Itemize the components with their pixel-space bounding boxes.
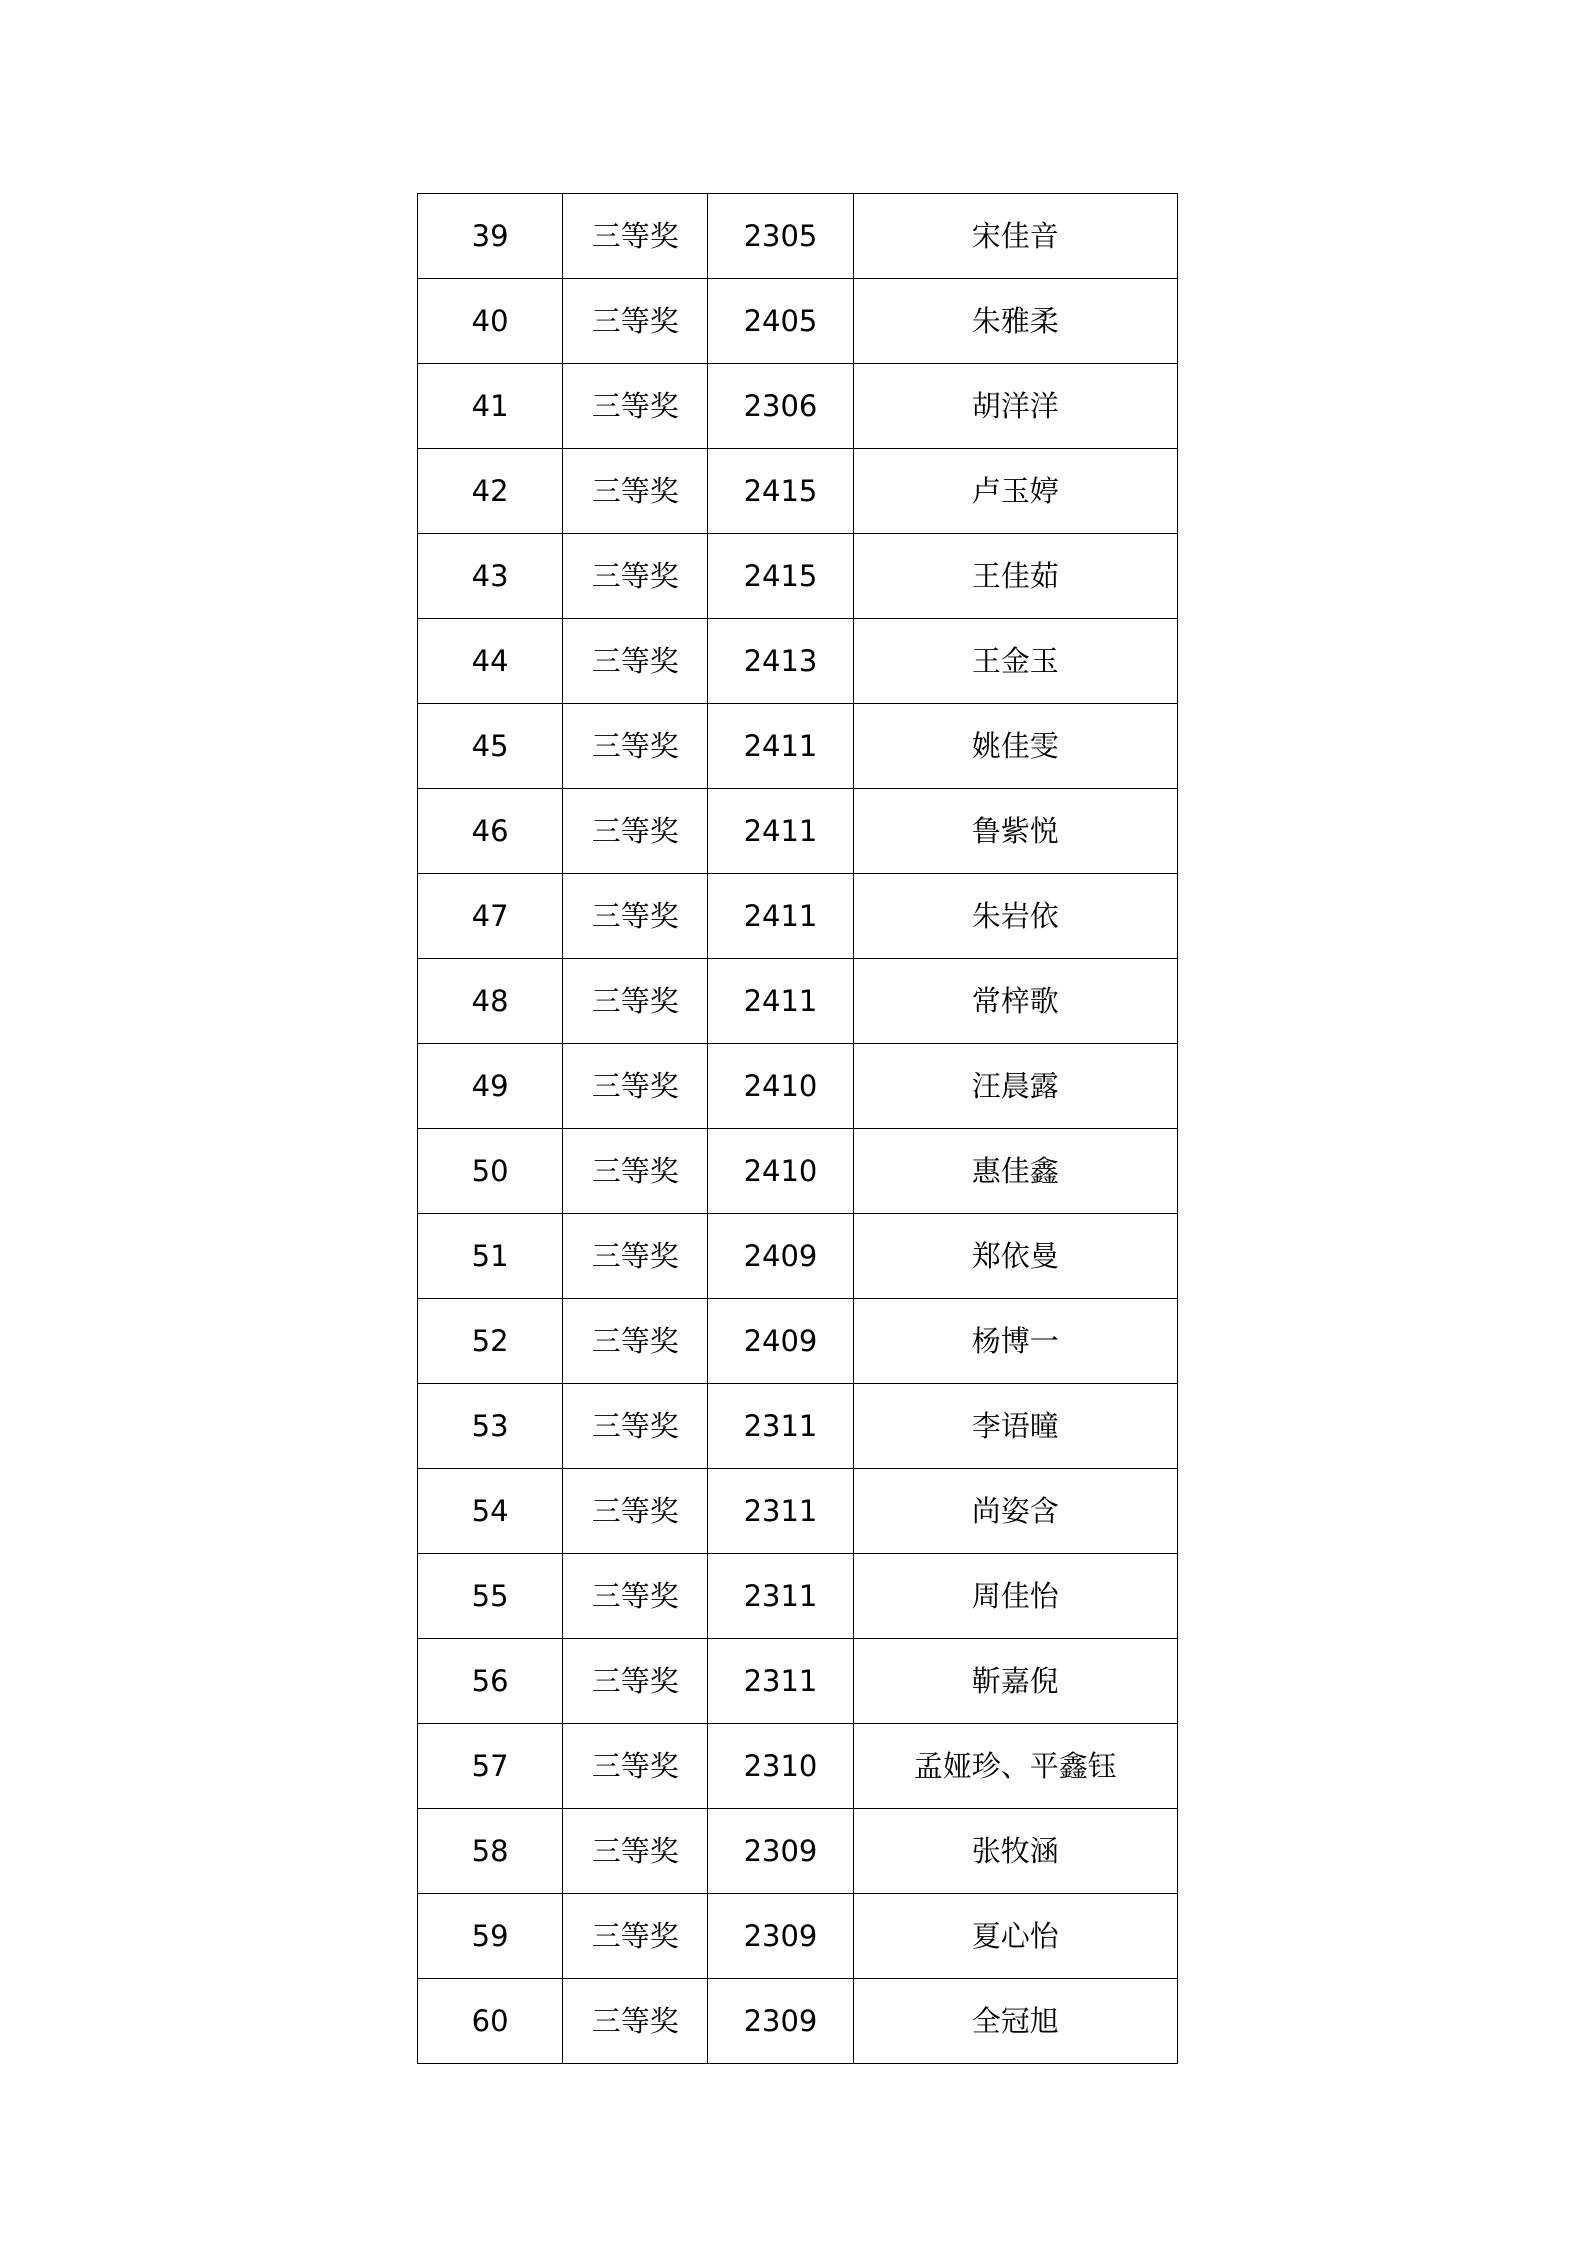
class-cell: 2311: [708, 1469, 853, 1554]
award-level-cell: 三等奖: [563, 874, 708, 959]
student-name-cell: 杨博一: [853, 1299, 1177, 1384]
student-name-cell: 孟娅珍、平鑫钰: [853, 1724, 1177, 1809]
row-number-cell: 59: [418, 1894, 563, 1979]
table-row: [418, 1554, 1178, 1639]
class-cell: 2306: [708, 364, 853, 449]
award-table: [417, 193, 1178, 2064]
class-cell: 2309: [708, 1894, 853, 1979]
student-name-cell: 朱雅柔: [853, 279, 1177, 364]
award-level-cell: 三等奖: [563, 1554, 708, 1639]
award-level-cell: 三等奖: [563, 1469, 708, 1554]
class-cell: 2409: [708, 1214, 853, 1299]
award-level-cell: 三等奖: [563, 1044, 708, 1129]
award-level-cell: 三等奖: [563, 279, 708, 364]
award-level-cell: 三等奖: [563, 364, 708, 449]
class-cell: 2415: [708, 534, 853, 619]
award-level-cell: 三等奖: [563, 704, 708, 789]
student-name-cell: 汪晨露: [853, 1044, 1177, 1129]
award-level-cell: 三等奖: [563, 534, 708, 619]
row-number-cell: 57: [418, 1724, 563, 1809]
student-name-cell: 尚姿含: [853, 1469, 1177, 1554]
student-name-cell: 周佳怡: [853, 1554, 1177, 1639]
table-row: [418, 619, 1178, 704]
class-cell: 2411: [708, 874, 853, 959]
award-level-cell: 三等奖: [563, 959, 708, 1044]
award-level-cell: 三等奖: [563, 1724, 708, 1809]
student-name-cell: 惠佳鑫: [853, 1129, 1177, 1214]
award-level-cell: 三等奖: [563, 619, 708, 704]
row-number-cell: 42: [418, 449, 563, 534]
class-cell: 2405: [708, 279, 853, 364]
row-number-cell: 44: [418, 619, 563, 704]
row-number-cell: 60: [418, 1979, 563, 2064]
row-number-cell: 49: [418, 1044, 563, 1129]
row-number-cell: 47: [418, 874, 563, 959]
table-row: [418, 789, 1178, 874]
row-number-cell: 50: [418, 1129, 563, 1214]
table-row: [418, 1724, 1178, 1809]
row-number-cell: 39: [418, 194, 563, 279]
award-level-cell: 三等奖: [563, 1639, 708, 1724]
class-cell: 2415: [708, 449, 853, 534]
table-row: [418, 1894, 1178, 1979]
table-row: [418, 704, 1178, 789]
award-level-cell: 三等奖: [563, 789, 708, 874]
student-name-cell: 靳嘉倪: [853, 1639, 1177, 1724]
student-name-cell: 卢玉婷: [853, 449, 1177, 534]
award-level-cell: 三等奖: [563, 1384, 708, 1469]
row-number-cell: 52: [418, 1299, 563, 1384]
student-name-cell: 王金玉: [853, 619, 1177, 704]
award-level-cell: 三等奖: [563, 1214, 708, 1299]
award-level-cell: 三等奖: [563, 1129, 708, 1214]
student-name-cell: 夏心怡: [853, 1894, 1177, 1979]
table-row: [418, 1214, 1178, 1299]
class-cell: 2410: [708, 1129, 853, 1214]
table-row: [418, 1384, 1178, 1469]
student-name-cell: 朱岩依: [853, 874, 1177, 959]
class-cell: 2411: [708, 789, 853, 874]
table-row: [418, 279, 1178, 364]
student-name-cell: 常梓歌: [853, 959, 1177, 1044]
table-row: [418, 1129, 1178, 1214]
student-name-cell: 胡洋洋: [853, 364, 1177, 449]
award-level-cell: 三等奖: [563, 1979, 708, 2064]
student-name-cell: 全冠旭: [853, 1979, 1177, 2064]
row-number-cell: 48: [418, 959, 563, 1044]
award-level-cell: 三等奖: [563, 194, 708, 279]
row-number-cell: 43: [418, 534, 563, 619]
class-cell: 2410: [708, 1044, 853, 1129]
student-name-cell: 张牧涵: [853, 1809, 1177, 1894]
row-number-cell: 45: [418, 704, 563, 789]
row-number-cell: 55: [418, 1554, 563, 1639]
award-table-body: [418, 194, 1178, 2064]
class-cell: 2411: [708, 704, 853, 789]
class-cell: 2309: [708, 1979, 853, 2064]
award-level-cell: 三等奖: [563, 1809, 708, 1894]
table-row: [418, 194, 1178, 279]
table-row: [418, 959, 1178, 1044]
class-cell: 2305: [708, 194, 853, 279]
class-cell: 2311: [708, 1384, 853, 1469]
table-row: [418, 1639, 1178, 1724]
table-row: [418, 449, 1178, 534]
table-row: [418, 874, 1178, 959]
row-number-cell: 51: [418, 1214, 563, 1299]
table-row: [418, 1979, 1178, 2064]
class-cell: 2310: [708, 1724, 853, 1809]
row-number-cell: 54: [418, 1469, 563, 1554]
award-level-cell: 三等奖: [563, 1299, 708, 1384]
class-cell: 2311: [708, 1639, 853, 1724]
class-cell: 2411: [708, 959, 853, 1044]
table-row: [418, 1809, 1178, 1894]
student-name-cell: 鲁紫悦: [853, 789, 1177, 874]
table-row: [418, 534, 1178, 619]
award-level-cell: 三等奖: [563, 1894, 708, 1979]
table-row: [418, 1044, 1178, 1129]
row-number-cell: 46: [418, 789, 563, 874]
row-number-cell: 41: [418, 364, 563, 449]
row-number-cell: 56: [418, 1639, 563, 1724]
row-number-cell: 58: [418, 1809, 563, 1894]
class-cell: 2311: [708, 1554, 853, 1639]
class-cell: 2309: [708, 1809, 853, 1894]
class-cell: 2409: [708, 1299, 853, 1384]
student-name-cell: 姚佳雯: [853, 704, 1177, 789]
student-name-cell: 郑依曼: [853, 1214, 1177, 1299]
table-row: [418, 1469, 1178, 1554]
student-name-cell: 王佳茹: [853, 534, 1177, 619]
row-number-cell: 53: [418, 1384, 563, 1469]
row-number-cell: 40: [418, 279, 563, 364]
award-level-cell: 三等奖: [563, 449, 708, 534]
class-cell: 2413: [708, 619, 853, 704]
student-name-cell: 李语曈: [853, 1384, 1177, 1469]
student-name-cell: 宋佳音: [853, 194, 1177, 279]
table-row: [418, 364, 1178, 449]
table-row: [418, 1299, 1178, 1384]
